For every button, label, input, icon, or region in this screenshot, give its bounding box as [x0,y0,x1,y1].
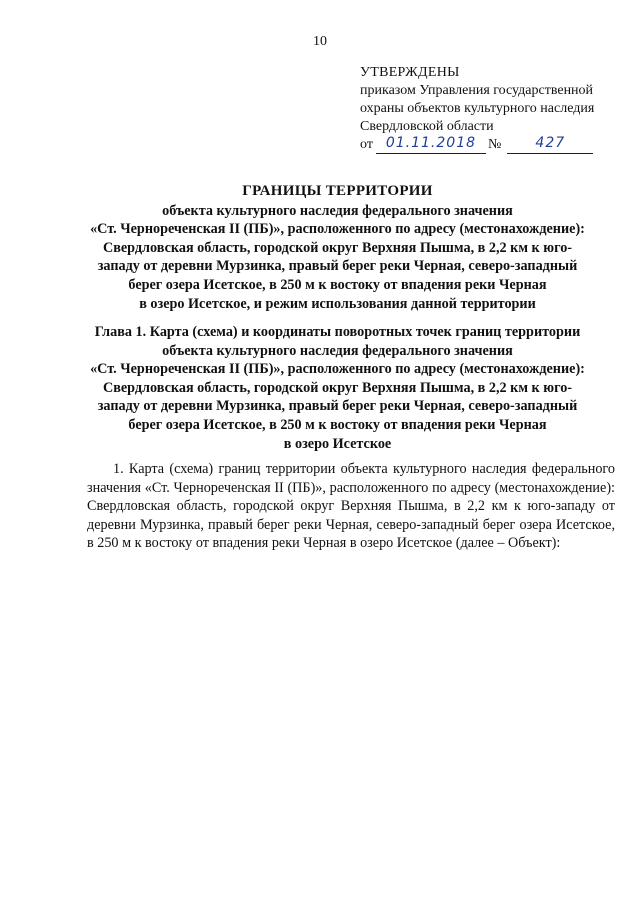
number-label: № [487,137,502,152]
handwritten-date: 01.11.2018 [376,136,486,154]
heading-line: «Ст. Чернореченская II (ПБ)», расположенного по адресу (местонахождение): [90,221,585,238]
page-number: 10 [313,34,327,49]
heading-line: западу от деревни Мурзинка, правый берег реки Черная, северо-западный [97,258,578,275]
document-title: ГРАНИЦЫ ТЕРРИТОРИИ [242,183,433,199]
approval-line: охраны объектов культурного наследия [360,101,595,116]
heading-line: в озеро Исетское, и режим использования данной территории [139,295,536,312]
approval-date-line [360,136,630,154]
chapter-line: Свердловская область, городской округ Верхняя Пышма, в 2,2 км к юго- [102,379,573,396]
chapter-line: западу от деревни Мурзинка, правый берег реки Черная, северо-западный [97,398,578,415]
chapter-line: объекта культурного наследия федерального значения [162,342,513,359]
heading-line: Свердловская область, городской округ Верхняя Пышма, в 2,2 км к юго- [102,239,573,256]
chapter-heading [60,323,615,453]
chapter-line: Глава 1. Карта (схема) и координаты поворотных точек границ территории [94,324,581,340]
approval-title: УТВЕРЖДЕНЫ [360,65,460,80]
approval-line: Свердловской области [360,119,494,134]
date-prefix: от [360,137,373,152]
heading-line: берег озера Исетское, в 250 м к востоку от впадения реки Черная [128,276,547,293]
chapter-line: в озеро Исетское [283,435,392,452]
chapter-line: «Ст. Чернореченская II (ПБ)», расположенного по адресу (местонахождение): [90,361,585,378]
body-paragraph [87,460,615,553]
chapter-line: берег озера Исетское, в 250 м к востоку от впадения реки Черная [128,416,547,433]
document-heading [60,182,615,313]
handwritten-order-number: 427 [507,136,593,154]
approval-stamp [360,64,630,154]
heading-line: объекта культурного наследия федерального значения [162,202,513,219]
approval-line: приказом Управления государственной [360,83,594,98]
paragraph-text: 1. Карта (схема) границ территории объекта культурного наследия федерального значения «Ст. Чернореченская II (ПБ)», расположенного по адресу (местонахождение): Свердловская область, городской округ Верхняя Пышма, в 2,2 км к юго-западу от деревни Мурзинка, правый берег реки Черная, северо-западный берег озера Исетское, в 250 м к востоку от впадения реки Черная в озеро Исетское (далее – Объект): [87,461,615,552]
